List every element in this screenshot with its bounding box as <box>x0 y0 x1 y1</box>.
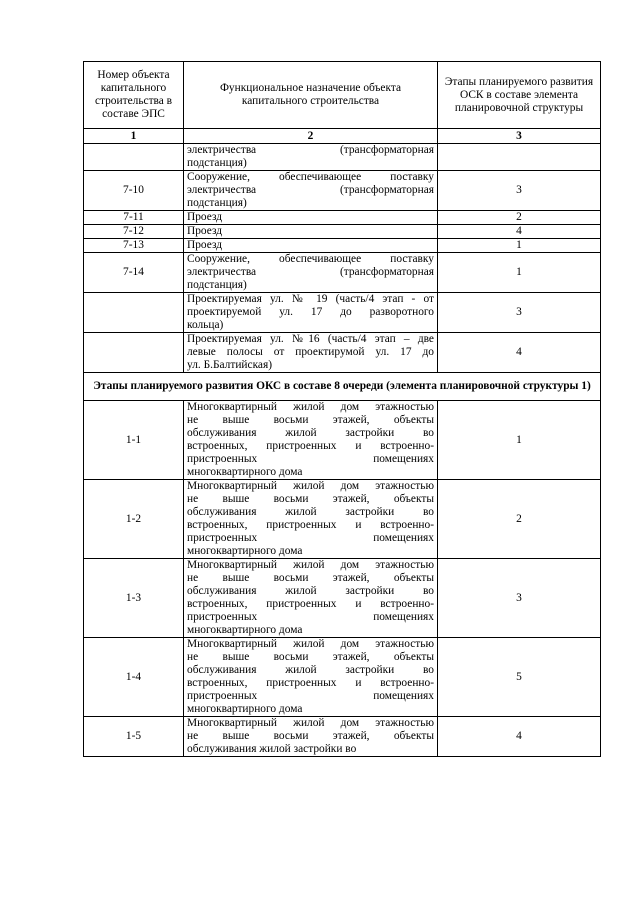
purpose-line: Проезд <box>187 211 223 223</box>
purpose-line: подстанция) <box>187 279 247 291</box>
object-number-cell: 1-4 <box>84 638 184 717</box>
functional-purpose-cell <box>184 559 438 638</box>
object-number-cell: 7-13 <box>84 239 184 253</box>
table-row <box>84 211 601 225</box>
column-number-3: 3 <box>438 129 601 144</box>
functional-purpose-cell <box>184 401 438 480</box>
table-row <box>84 293 601 333</box>
header-functional-purpose: Функциональное назначение объекта капитального строительства <box>184 62 438 129</box>
purpose-line: ул. Б.Балтийская) <box>187 359 273 371</box>
object-number-cell: 7-14 <box>84 253 184 293</box>
table-header-row <box>84 62 601 129</box>
purpose-line: встроенных, пристроенных и встроенно- <box>187 440 434 452</box>
purpose-line: пристроенных помещениях <box>187 532 434 544</box>
purpose-line: электричества (трансформаторная <box>187 266 434 278</box>
stage-cell: 2 <box>438 211 601 225</box>
purpose-line: многоквартирного дома <box>187 624 303 636</box>
functional-purpose-cell <box>184 239 438 253</box>
purpose-line: электричества (трансформаторная <box>187 144 434 156</box>
purpose-line: обслуживания жилой застройки во <box>187 743 357 755</box>
header-object-number: Номер объекта капитального строительства в составе ЭПС <box>84 62 184 129</box>
functional-purpose-cell <box>184 211 438 225</box>
object-number-cell <box>84 144 184 171</box>
object-number-cell: 1-3 <box>84 559 184 638</box>
object-number-cell <box>84 293 184 333</box>
table-row <box>84 480 601 559</box>
purpose-line: не выше восьми этажей, объекты <box>187 572 434 584</box>
table-body-top <box>84 144 601 373</box>
purpose-line: проектируемой ул. 17 до разворотного <box>187 306 434 318</box>
stage-cell: 5 <box>438 638 601 717</box>
table-row <box>84 253 601 293</box>
purpose-line: Многоквартирный жилой дом этажностью <box>187 717 434 729</box>
stage-cell: 2 <box>438 480 601 559</box>
section-row <box>84 373 601 401</box>
functional-purpose-cell <box>184 293 438 333</box>
object-number-cell: 7-12 <box>84 225 184 239</box>
column-number-1: 1 <box>84 129 184 144</box>
table-row <box>84 559 601 638</box>
purpose-line: не выше восьми этажей, объекты <box>187 651 434 663</box>
purpose-line: Проезд <box>187 239 223 251</box>
purpose-line: обслуживания жилой застройки во <box>187 664 434 676</box>
purpose-line: Многоквартирный жилой дом этажностью <box>187 401 434 413</box>
purpose-line: Сооружение, обеспечивающее поставку <box>187 253 434 265</box>
stage-cell: 4 <box>438 333 601 373</box>
purpose-line: пристроенных помещениях <box>187 453 434 465</box>
section-header-body <box>84 373 601 401</box>
stage-cell <box>438 144 601 171</box>
purpose-line: встроенных, пристроенных и встроенно- <box>187 677 434 689</box>
functional-purpose-cell <box>184 253 438 293</box>
purpose-line: электричества (трансформаторная <box>187 184 434 196</box>
stage-cell: 3 <box>438 293 601 333</box>
object-number-cell: 1-5 <box>84 717 184 757</box>
purpose-line: Проектируемая ул. №16 (часть/4 этап – две <box>187 333 434 345</box>
purpose-line: Многоквартирный жилой дом этажностью <box>187 480 434 492</box>
table-row <box>84 717 601 757</box>
purpose-line: Многоквартирный жилой дом этажностью <box>187 638 434 650</box>
table-row <box>84 333 601 373</box>
purpose-line: обслуживания жилой застройки во <box>187 427 434 439</box>
functional-purpose-cell <box>184 638 438 717</box>
purpose-line: пристроенных помещениях <box>187 690 434 702</box>
purpose-line: не выше восьми этажей, объекты <box>187 414 434 426</box>
purpose-line: многоквартирного дома <box>187 466 303 478</box>
table-row <box>84 225 601 239</box>
stage-cell: 1 <box>438 401 601 480</box>
purpose-line: Проектируемая ул. № 19 (часть/4 этап - от <box>187 293 434 305</box>
table-row <box>84 239 601 253</box>
construction-objects-table <box>83 61 601 757</box>
stage-cell: 1 <box>438 253 601 293</box>
table-body-bottom <box>84 401 601 757</box>
functional-purpose-cell <box>184 225 438 239</box>
object-number-cell: 1-1 <box>84 401 184 480</box>
object-number-cell: 7-11 <box>84 211 184 225</box>
purpose-line: многоквартирного дома <box>187 703 303 715</box>
purpose-line: не выше восьми этажей, объекты <box>187 730 434 742</box>
functional-purpose-cell <box>184 717 438 757</box>
purpose-line: обслуживания жилой застройки во <box>187 506 434 518</box>
section-title: Этапы планируемого развития ОКС в составе 8 очереди (элемента планировочной структуры 1) <box>84 373 601 401</box>
purpose-line: не выше восьми этажей, объекты <box>187 493 434 505</box>
purpose-line: левые полосы от проектирумой ул. 17 до <box>187 346 434 358</box>
table-row <box>84 171 601 211</box>
purpose-line: встроенных, пристроенных и встроенно- <box>187 519 434 531</box>
purpose-line: Многоквартирный жилой дом этажностью <box>187 559 434 571</box>
functional-purpose-cell <box>184 333 438 373</box>
object-number-cell: 1-2 <box>84 480 184 559</box>
purpose-line: подстанция) <box>187 197 247 209</box>
stage-cell: 3 <box>438 559 601 638</box>
object-number-cell <box>84 333 184 373</box>
stage-cell: 1 <box>438 239 601 253</box>
table-row <box>84 638 601 717</box>
purpose-line: Сооружение, обеспечивающее поставку <box>187 171 434 183</box>
purpose-line: кольца) <box>187 319 224 331</box>
functional-purpose-cell <box>184 480 438 559</box>
table-row <box>84 144 601 171</box>
functional-purpose-cell <box>184 144 438 171</box>
functional-purpose-cell <box>184 171 438 211</box>
stage-cell: 4 <box>438 225 601 239</box>
purpose-line: Проезд <box>187 225 223 237</box>
purpose-line: обслуживания жилой застройки во <box>187 585 434 597</box>
column-number-row <box>84 129 601 144</box>
table-row <box>84 401 601 480</box>
header-development-stages: Этапы планируемого развития ОСК в составе элемента планировочной структуры <box>438 62 601 129</box>
purpose-line: пристроенных помещениях <box>187 611 434 623</box>
object-number-cell: 7-10 <box>84 171 184 211</box>
purpose-line: подстанция) <box>187 157 247 169</box>
purpose-line: встроенных, пристроенных и встроенно- <box>187 598 434 610</box>
stage-cell: 3 <box>438 171 601 211</box>
stage-cell: 4 <box>438 717 601 757</box>
purpose-line: многоквартирного дома <box>187 545 303 557</box>
column-number-2: 2 <box>184 129 438 144</box>
